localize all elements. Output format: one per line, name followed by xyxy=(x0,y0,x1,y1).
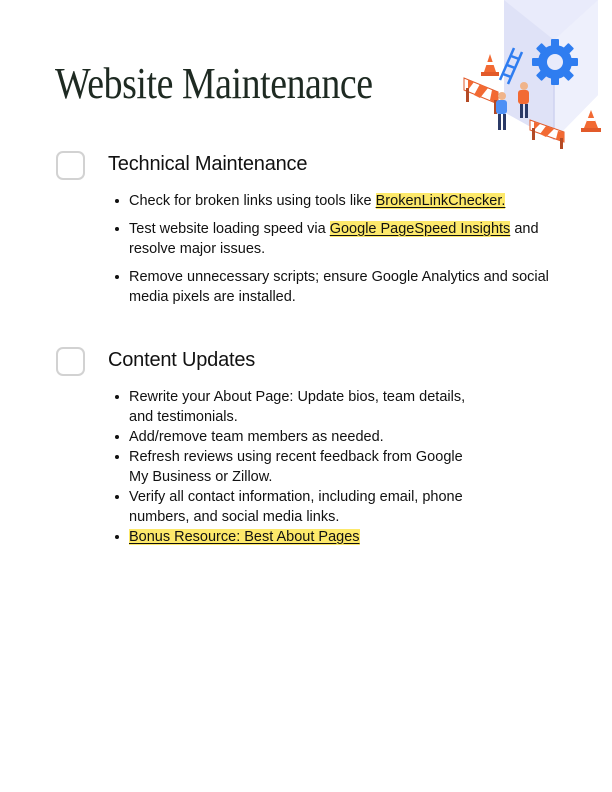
list-item: Remove unnecessary scripts; ensure Google Analytics and social media pixels are installed. xyxy=(112,267,562,307)
list-item: Add/remove team members as needed. xyxy=(112,427,482,447)
gear-icon xyxy=(532,39,578,85)
list-item: Refresh reviews using recent feedback from Google My Business or Zillow. xyxy=(112,447,482,487)
bonus-resource-link[interactable]: Bonus Resource: Best About Pages xyxy=(129,529,360,545)
barricade-icon xyxy=(464,78,498,114)
traffic-cone-icon xyxy=(481,54,499,76)
list-item: Verify all contact information, including email, phone numbers, and social media links. xyxy=(112,487,482,527)
content-updates-list xyxy=(112,387,482,547)
list-item: Rewrite your About Page: Update bios, team details, and testimonials. xyxy=(112,387,482,427)
brokenlinkchecker-link[interactable]: BrokenLinkChecker. xyxy=(375,193,506,209)
checkbox-content-updates[interactable] xyxy=(56,347,85,376)
technical-maintenance-list xyxy=(112,191,562,315)
checkbox-technical-maintenance[interactable] xyxy=(56,151,85,180)
page-title: Website Maintenance xyxy=(55,59,373,108)
section-heading-technical-maintenance: Technical Maintenance xyxy=(108,153,308,175)
pagespeed-insights-link[interactable]: Google PageSpeed Insights xyxy=(329,221,511,237)
traffic-cone-icon xyxy=(581,110,601,132)
maintenance-illustration xyxy=(458,0,612,150)
section-heading-content-updates: Content Updates xyxy=(108,349,256,371)
list-item xyxy=(112,527,482,547)
list-item: Check for broken links using tools like BrokenLinkChecker. xyxy=(112,191,562,211)
list-item: Test website loading speed via Google PageSpeed Insights and resolve major issues. xyxy=(112,219,562,259)
